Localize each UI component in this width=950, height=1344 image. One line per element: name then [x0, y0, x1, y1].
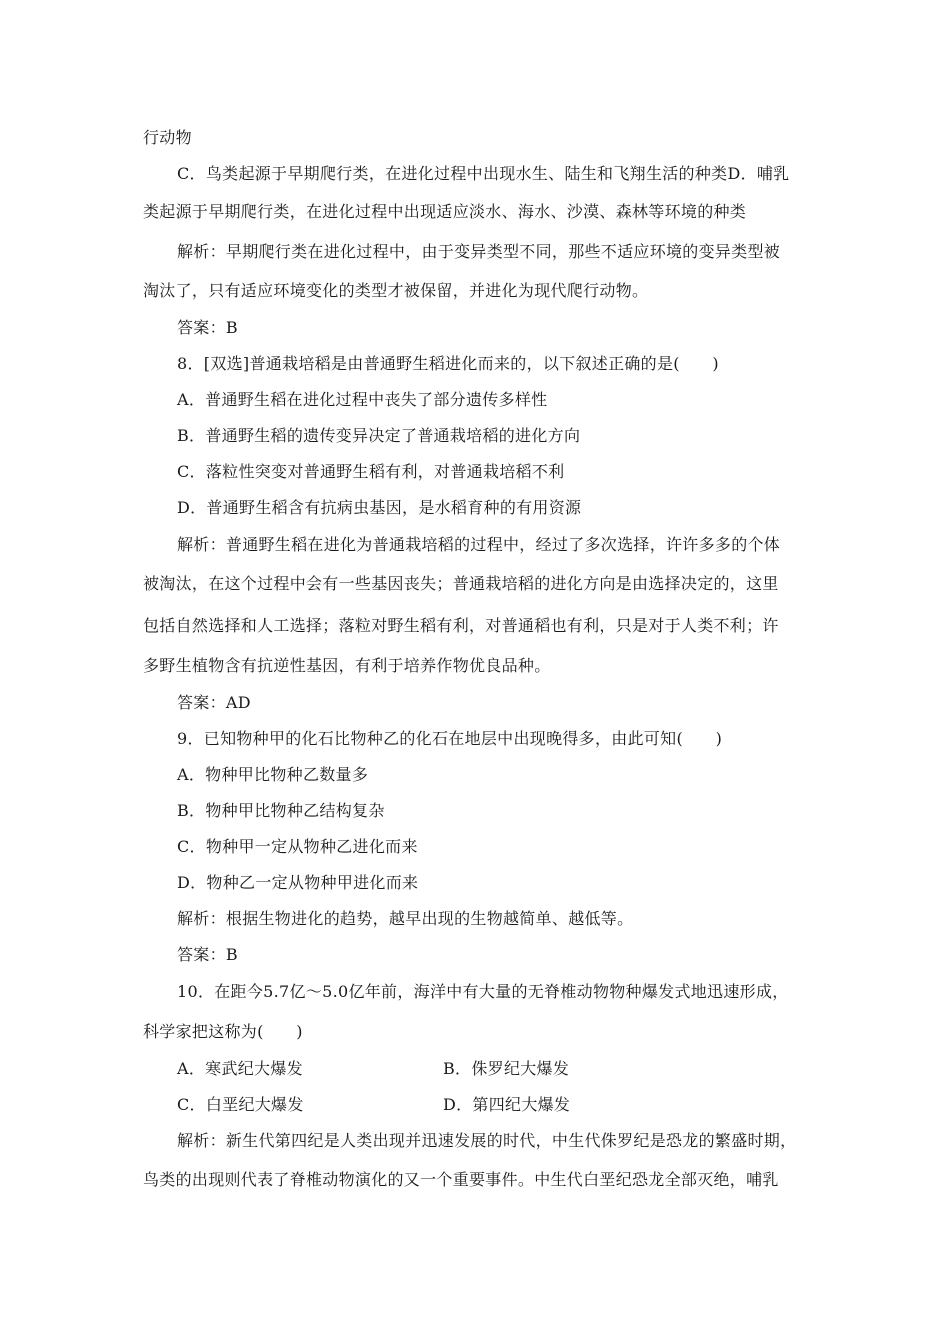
option-d: D．物种乙一定从物种甲进化而来: [177, 873, 419, 892]
text-line: 类起源于早期爬行类，在进化过程中出现适应淡水、海水、沙漠、森林等环境的种类: [143, 202, 747, 221]
text-line: 行动物: [143, 128, 192, 147]
option-a: A．物种甲比物种乙数量多: [177, 765, 369, 784]
analysis-line: 包括自然选择和人工选择；落粒对野生稻有利，对普通稻也有利，只是对于人类不利；许: [143, 616, 779, 635]
option-c: C．物种甲一定从物种乙进化而来: [177, 837, 418, 856]
analysis-line: 淘汰了，只有适应环境变化的类型才被保留，并进化为现代爬行动物。: [143, 281, 649, 300]
analysis-line: 解析：早期爬行类在进化过程中，由于变异类型不同，那些不适应环境的变异类型被: [177, 242, 781, 261]
question-10-cont: 科学家把这称为( ): [143, 1022, 303, 1041]
analysis-line: 多野生植物含有抗逆性基因，有利于培养作物优良品种。: [143, 656, 551, 675]
answer-line: 答案：B: [177, 318, 238, 337]
question-9: 9．已知物种甲的化石比物种乙的化石在地层中出现晚得多，由此可知( ): [177, 729, 723, 748]
option-d: D．第四纪大爆发: [443, 1095, 571, 1114]
analysis-line: 鸟类的出现则代表了脊椎动物演化的又一个重要事件。中生代白垩纪恐龙全部灭绝，哺乳: [143, 1170, 779, 1189]
option-d: D．普通野生稻含有抗病虫基因，是水稻育种的有用资源: [177, 498, 582, 517]
option-a: A．普通野生稻在进化过程中丧失了部分遗传多样性: [177, 390, 548, 409]
analysis-line: 解析：根据生物进化的趋势，越早出现的生物越简单、越低等。: [177, 909, 634, 928]
option-c: C．白垩纪大爆发: [177, 1095, 304, 1114]
analysis-line: 解析：普通野生稻在进化为普通栽培稻的过程中，经过了多次选择，许许多多的个体: [177, 535, 781, 554]
option-b: B．侏罗纪大爆发: [443, 1059, 570, 1078]
answer-line: 答案：AD: [177, 693, 251, 712]
answer-line: 答案：B: [177, 945, 238, 964]
text-line: C．鸟类起源于早期爬行类，在进化过程中出现水生、陆生和飞翔生活的种类D．哺乳: [177, 164, 790, 183]
option-b: B．物种甲比物种乙结构复杂: [177, 801, 385, 820]
question-10: 10．在距今5.7亿～5.0亿年前，海洋中有大量的无脊椎动物物种爆发式地迅速形成，: [177, 982, 789, 1001]
question-8: 8．[双选]普通栽培稻是由普通野生稻进化而来的，以下叙述正确的是( ): [177, 354, 719, 373]
analysis-line: 被淘汰，在这个过程中会有一些基因丧失；普通栽培稻的进化方向是由选择决定的，这里: [143, 574, 779, 593]
analysis-line: 解析：新生代第四纪是人类出现并迅速发展的时代，中生代侏罗纪是恐龙的繁盛时期，: [177, 1131, 797, 1150]
option-a: A．寒武纪大爆发: [177, 1059, 303, 1078]
option-b: B．普通野生稻的遗传变异决定了普通栽培稻的进化方向: [177, 426, 581, 445]
option-c: C．落粒性突变对普通野生稻有利，对普通栽培稻不利: [177, 462, 565, 481]
